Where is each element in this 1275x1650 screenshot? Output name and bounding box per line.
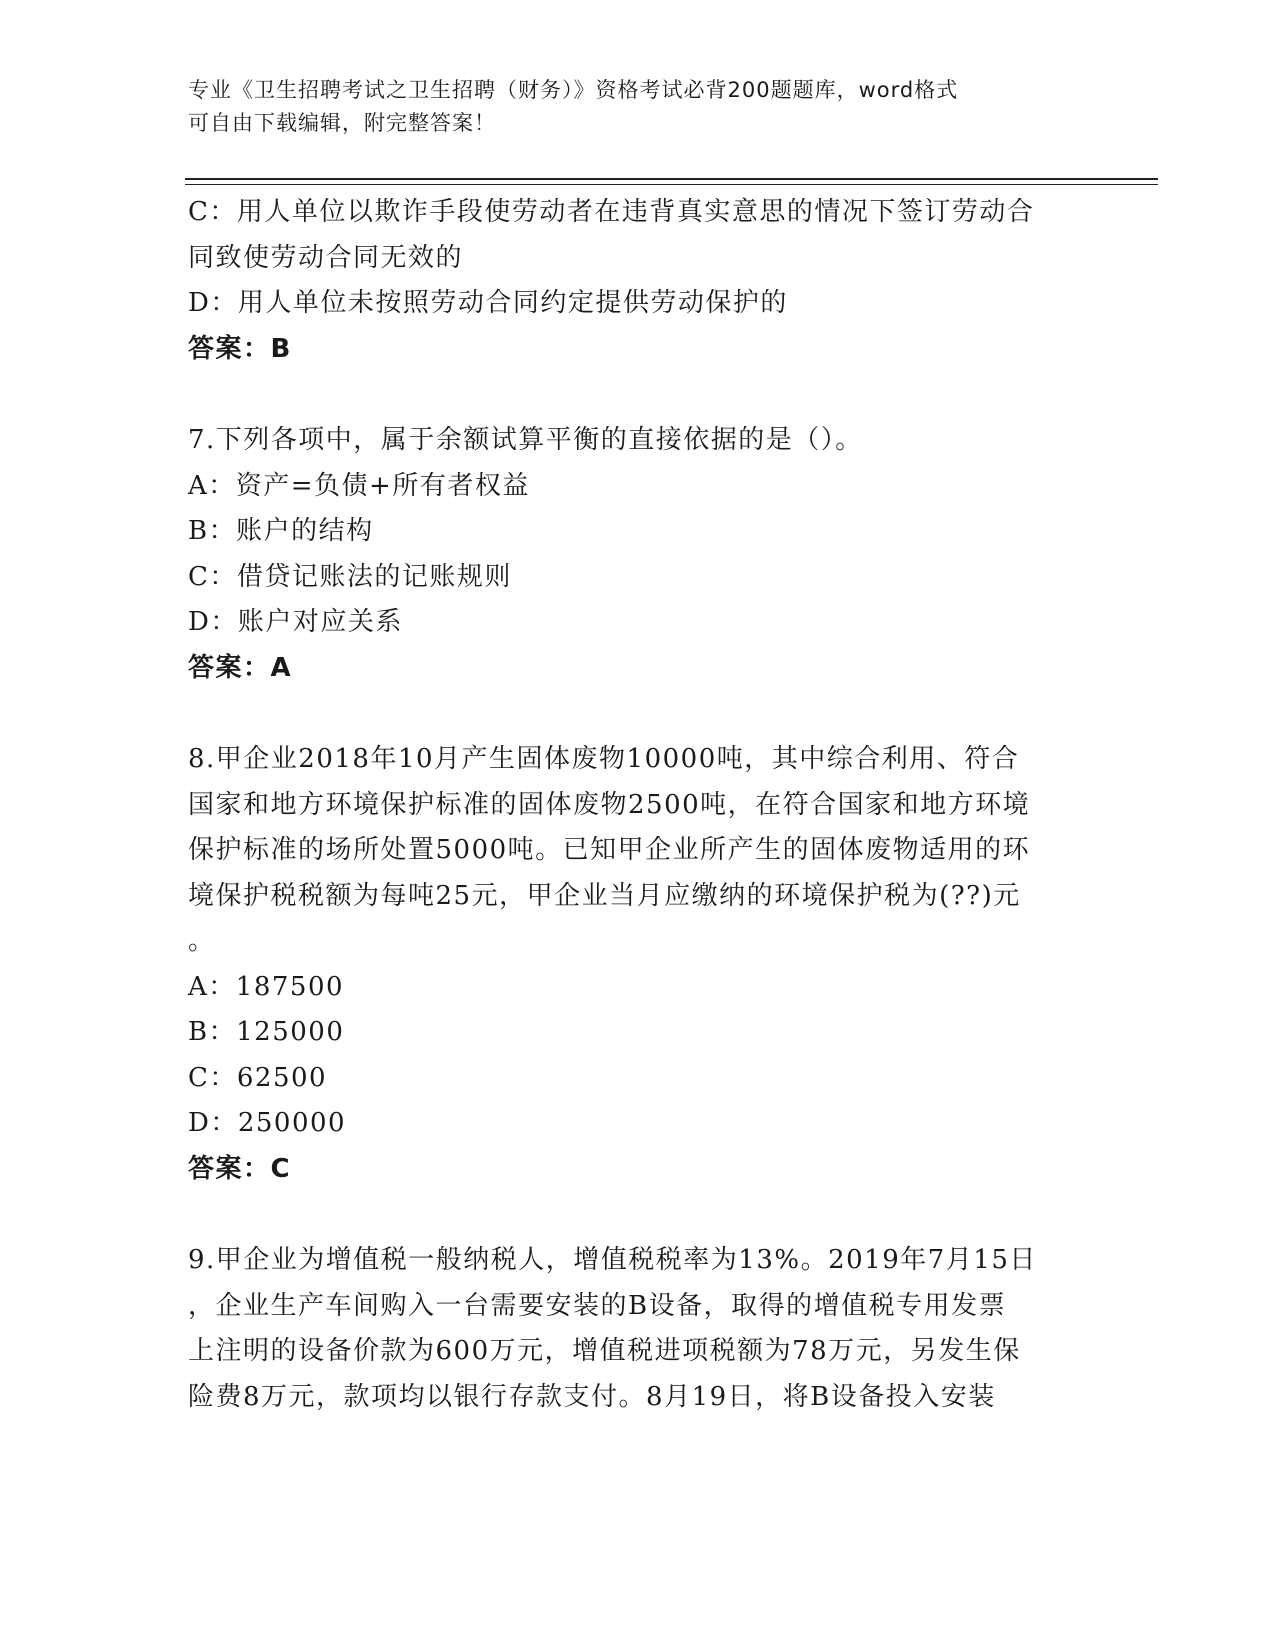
spacer: [188, 372, 1068, 418]
q9-stem-line4: 险费8万元，款项均以银行存款支付。8月19日，将B设备投入安装: [188, 1381, 996, 1412]
q7-option-d: D：账户对应关系: [188, 607, 403, 637]
document-header: [188, 74, 1068, 140]
q9-stem-line3: 上注明的设备价款为600万元，增值税进项税额为78万元，另发生保: [188, 1336, 1021, 1366]
q8-option-a: A：187500: [188, 971, 345, 1002]
q8-stem-line5: 。: [188, 926, 216, 956]
q7-answer: 答案：A: [188, 652, 293, 683]
q7-option-a: A：资产=负债+所有者权益: [188, 470, 530, 501]
q8-option-c: C：62500: [188, 1062, 328, 1093]
q7-option-c: C：借贷记账法的记账规则: [188, 561, 512, 592]
q7-option-b: B：账户的结构: [188, 516, 374, 546]
q8-stem-line2: 国家和地方环境保护标准的固体废物2500吨，在符合国家和地方环境: [188, 789, 1031, 820]
q6-answer: 答案：B: [188, 333, 292, 364]
header-rule-thin: [185, 184, 1158, 185]
q8-answer: 答案：C: [188, 1153, 292, 1184]
q8-option-b: B：125000: [188, 1017, 345, 1047]
q9-stem-line1: 9.甲企业为增值税一般纳税人，增值税税率为13%。2019年7月15日: [188, 1245, 1037, 1275]
question-9: [188, 1238, 1068, 1420]
q8-stem-line1: 8.甲企业2018年10月产生固体废物10000吨，其中综合利用、符合: [188, 744, 1020, 774]
header-rule-thick: [185, 178, 1158, 180]
q6-option-d: D：用人单位未按照劳动合同约定提供劳动保护的: [188, 288, 788, 318]
q8-stem-line3: 保护标准的场所处置5000吨。已知甲企业所产生的固体废物适用的环: [188, 835, 1031, 865]
header-title-line1: 专业《卫生招聘考试之卫生招聘（财务）》资格考试必背200题题库，word格式: [188, 78, 959, 102]
document-body: [188, 190, 1068, 1420]
spacer: [188, 691, 1068, 737]
q9-stem-line2: ，企业生产车间购入一台需要安装的B设备，取得的增值税专用发票: [188, 1290, 1007, 1321]
q6-option-c-line2: 同致使劳动合同无效的: [188, 242, 464, 273]
question-7: [188, 418, 1068, 691]
question-8: [188, 737, 1068, 1192]
q8-stem-line4: 境保护税税额为每吨25元，甲企业当月应缴纳的环境保护税为(??)元: [188, 880, 1021, 911]
q8-option-d: D：250000: [188, 1108, 347, 1138]
question-6-tail: [188, 190, 1068, 372]
spacer: [188, 1192, 1068, 1238]
q7-stem: 7.下列各项中，属于余额试算平衡的直接依据的是（）。: [188, 425, 863, 455]
header-title-line2: 可自由下载编辑，附完整答案！: [188, 111, 496, 135]
q6-option-c-line1: C：用人单位以欺诈手段使劳动者在违背真实意思的情况下签订劳动合: [188, 197, 1035, 227]
